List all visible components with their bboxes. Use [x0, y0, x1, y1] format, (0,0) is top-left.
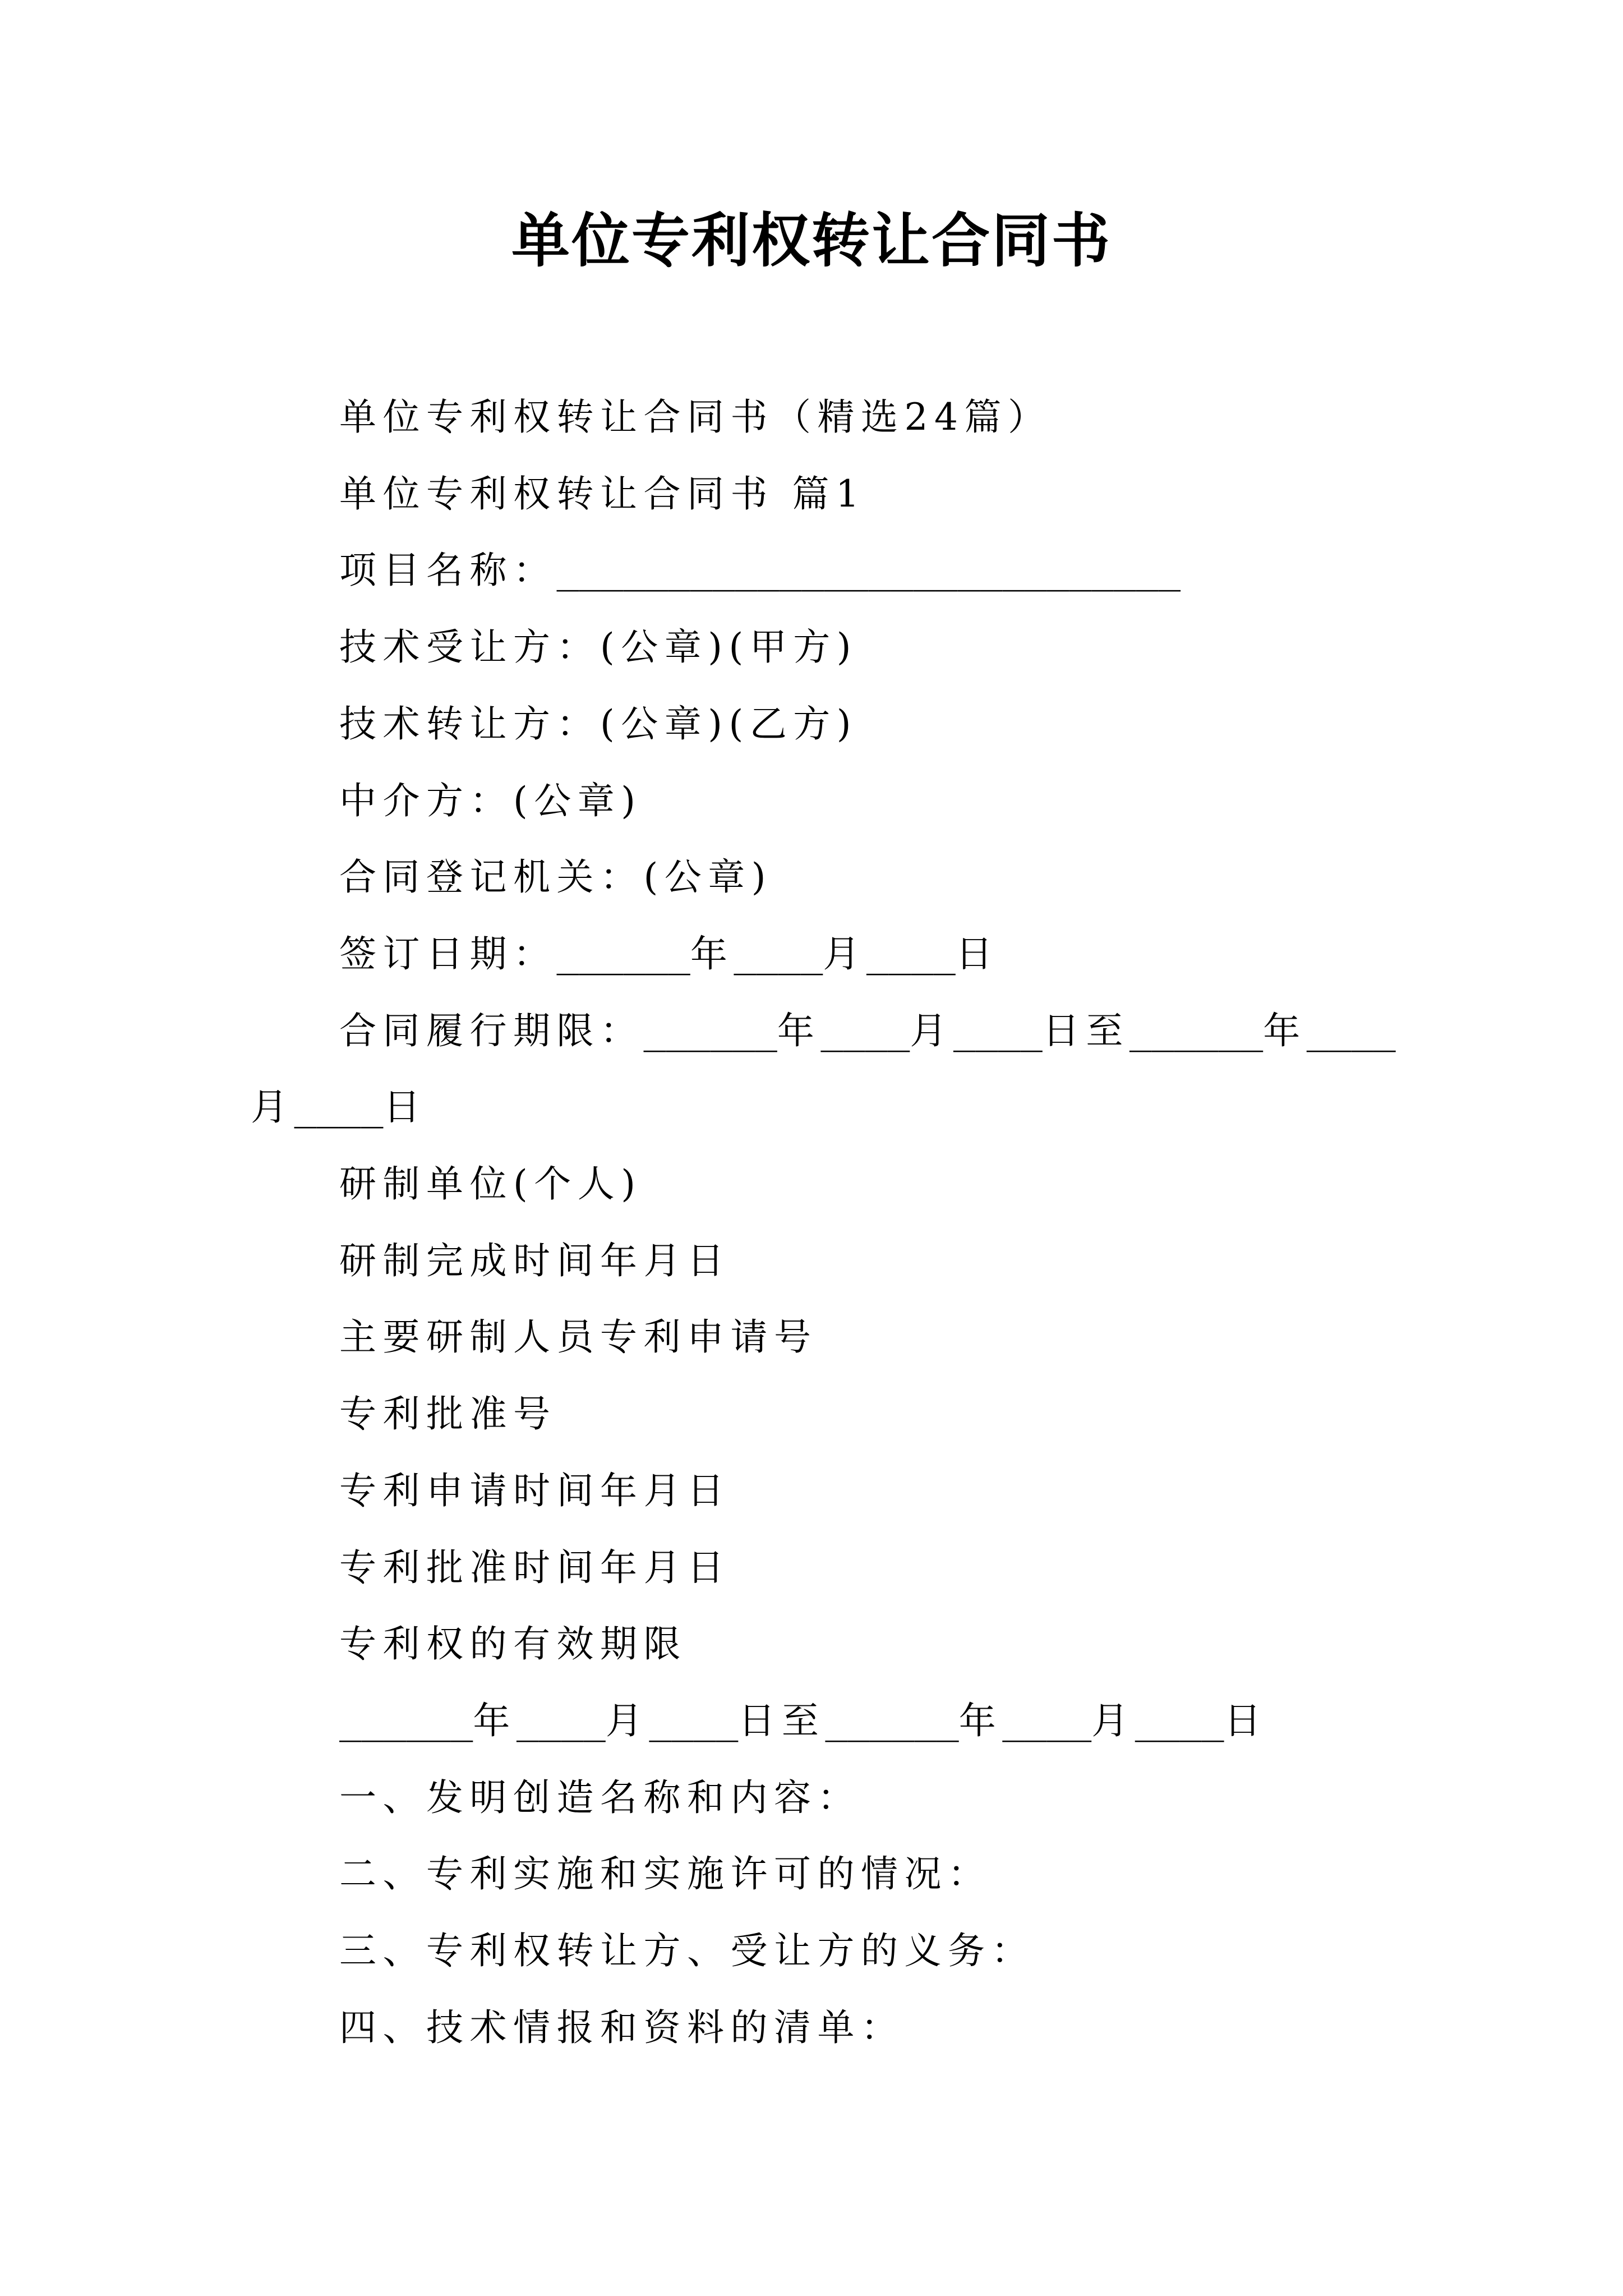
fill-in-blank: ____ [866, 932, 956, 976]
signing-date-field: 签订日期：______年____月____日 [339, 932, 999, 976]
project-name-field: 项目名称：____________________________ [339, 549, 1181, 592]
main-developers-application-number-field: 主要研制人员专利申请号 [339, 1315, 818, 1359]
patent-application-date-field: 专利申请时间年月日 [339, 1469, 731, 1512]
fill-in-blank: ____________________________ [556, 549, 1181, 592]
article-heading: 单位专利权转让合同书 篇1 [339, 472, 866, 516]
fill-in-blank: ____ [1306, 1009, 1396, 1052]
transferor-field: 技术转让方：(公章)(乙方) [339, 702, 857, 746]
transferee-field: 技术受让方：(公章)(甲方) [339, 625, 857, 669]
patent-approval-date-field: 专利批准时间年月日 [339, 1545, 731, 1589]
performance-period-field: 合同履行期限：______年____月____日至______年____月____日 [251, 1009, 1396, 1129]
section-1-heading: 一、发明创造名称和内容： [339, 1775, 861, 1819]
patent-approval-number-field: 专利批准号 [339, 1392, 557, 1436]
document-body [251, 379, 1402, 2066]
fill-in-blank: ____ [953, 1009, 1043, 1052]
development-completion-date-field: 研制完成时间年月日 [339, 1239, 731, 1282]
fill-in-blank: ____ [734, 932, 823, 976]
intermediary-field: 中介方：(公章) [339, 779, 642, 822]
patent-validity-label: 专利权的有效期限 [339, 1622, 687, 1666]
fill-in-blank: ____ [1002, 1699, 1092, 1742]
fill-in-blank: ______ [556, 932, 690, 976]
fill-in-blank: ____ [820, 1009, 910, 1052]
section-2-heading: 二、专利实施和实施许可的情况： [339, 1852, 992, 1896]
fill-in-blank: ______ [825, 1699, 959, 1742]
collection-heading: 单位专利权转让合同书（精选24篇） [339, 395, 1052, 439]
fill-in-blank: ____ [649, 1699, 739, 1742]
fill-in-blank: ____ [294, 1085, 384, 1129]
fill-in-blank: ______ [1129, 1009, 1264, 1052]
developer-unit-field: 研制单位(个人) [339, 1162, 642, 1206]
fill-in-blank: ______ [339, 1699, 473, 1742]
patent-validity-period-field: ______年____月____日至______年____月____日 [339, 1699, 1268, 1742]
registration-authority-field: 合同登记机关：(公章) [339, 855, 772, 899]
document-title: 单位专利权转让合同书 [511, 206, 1112, 275]
section-4-heading: 四、技术情报和资料的清单： [339, 2005, 905, 2049]
fill-in-blank: ____ [516, 1699, 606, 1742]
section-3-heading: 三、专利权转让方、受让方的义务： [339, 1929, 1035, 1973]
fill-in-blank: ____ [1135, 1699, 1224, 1742]
fill-in-blank: ______ [643, 1009, 777, 1052]
